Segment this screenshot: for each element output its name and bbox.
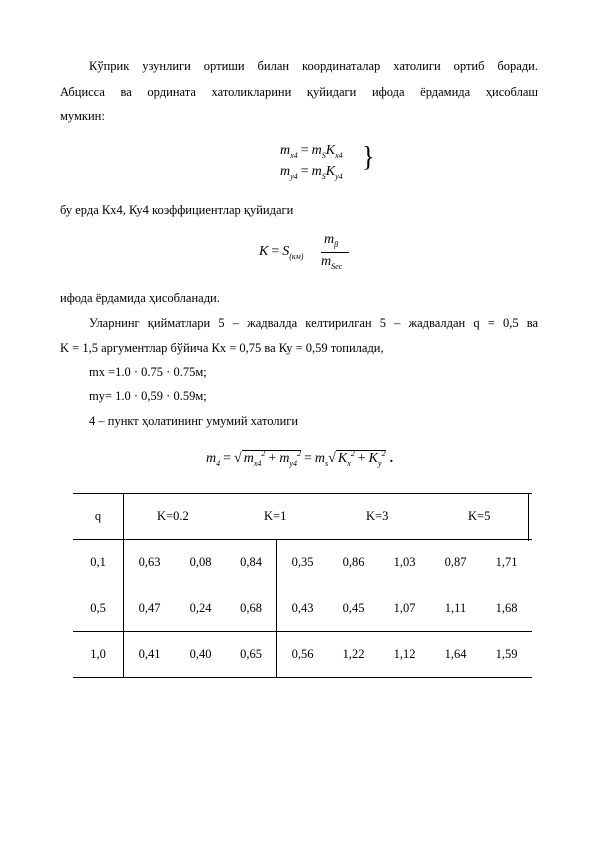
table-cell: 1,0: [73, 632, 124, 678]
header-cell: K=3: [328, 494, 430, 540]
table-cell: 0,47: [138, 600, 161, 615]
table-cell: 1,59: [481, 632, 532, 678]
table-cell: 1,12: [379, 632, 430, 678]
table-row: [73, 632, 532, 678]
fraction-bar: [321, 252, 349, 253]
table-cell: 1,68: [495, 600, 518, 615]
formula1-brace: }: [362, 140, 375, 173]
table-cell: 0,43: [291, 600, 314, 615]
calc-my: my= 1.0 · 0,59 · 0.59м;: [89, 389, 207, 403]
table-cell: 0,87: [430, 540, 481, 586]
table-right-border: [528, 493, 529, 541]
table-cell: 0,41: [124, 632, 176, 678]
table-cell: 0,1: [73, 540, 124, 586]
formula-my4: $m_{y4} = m_SK_{y4}$: [280, 164, 343, 181]
formula-m4: $m_4$ = √ $m_{x4}^2 + m_{y4}^2 = m_s√$ $K_x^2 + K_y^2$ .: [206, 449, 394, 468]
table-cell: 1,71: [481, 540, 532, 586]
table-cell: 0,24: [189, 600, 212, 615]
formula-mx4: $m_{x4} = m_SK_{x4}$: [280, 143, 343, 160]
table-cell: 1,03: [379, 540, 430, 586]
table-cell: 1,11: [444, 600, 467, 615]
header-cell: K=0.2: [124, 494, 227, 540]
table-cell: 0,84: [226, 540, 277, 586]
table-cell: 0,63: [124, 540, 176, 586]
table-cell: 0,65: [226, 632, 277, 678]
table-cell: 1,22: [328, 632, 379, 678]
para1-line2: Абцисса ва ордината хатоликларини қуйидаги ифода ёрдамида ҳисоблаш: [60, 85, 538, 99]
table-cell: 0,40: [175, 632, 226, 678]
header-cell: K=5: [430, 494, 532, 540]
table-cell: 1,07: [393, 600, 416, 615]
table-cell: 0,08: [175, 540, 226, 586]
header-cell: q: [73, 494, 124, 540]
table-cell: 0,35: [277, 540, 329, 586]
table-cell: 0,5: [73, 586, 124, 632]
table-cell: 0,45: [342, 600, 365, 615]
table-cell: 0,56: [277, 632, 329, 678]
text-calc: ифода ёрдамида ҳисобланади.: [60, 291, 220, 305]
coefficient-table: [73, 493, 532, 678]
table-cell: 0,86: [328, 540, 379, 586]
para2-line1: Уларнинг қийматлари 5 – жадвалда келтирилган 5 – жадвалдан q = 0,5 ва: [89, 316, 538, 330]
text-where: бу ерда Кх4, Ку4 коэффициентлар қуйидаги: [60, 203, 294, 217]
para2-line2: K = 1,5 аргументлар бўйича Кх = 0,75 ва Ку = 0,59 топилади,: [60, 341, 384, 355]
table-header-row: [73, 494, 532, 540]
calc-mx: mx =1.0 · 0.75 · 0.75м;: [89, 365, 207, 379]
table-row: [73, 586, 532, 632]
text-point: 4 – пункт ҳолатининг умумий хатолиги: [89, 414, 299, 428]
para1-line1: Кўприк узунлиги ортиши билан координаталар хатолиги ортиб боради.: [89, 59, 538, 73]
para1-line3: мумкин:: [60, 109, 105, 123]
formula-k: $K = S_{(км)}$ $m_\beta$ $m_{Sec}$: [259, 232, 359, 272]
table-row: [73, 540, 532, 586]
header-cell: K=1: [226, 494, 328, 540]
table-cell: 1,64: [430, 632, 481, 678]
table-cell: 0,68: [226, 586, 277, 632]
